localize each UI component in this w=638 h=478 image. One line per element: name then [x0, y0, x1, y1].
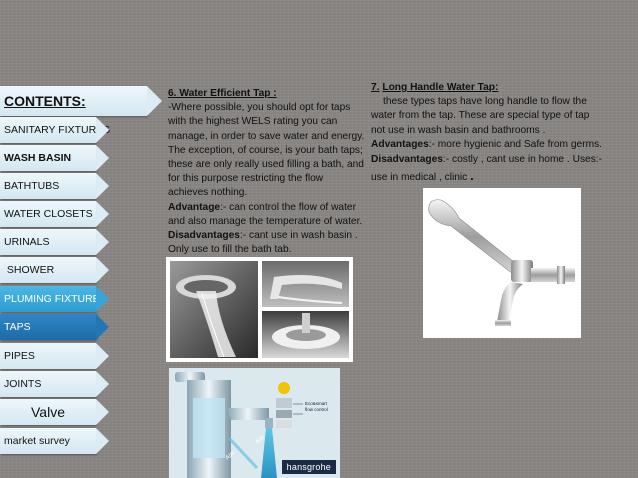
nav-item-pluming-fixtures[interactable]: PLUMING FIXTURES [0, 286, 96, 312]
section7-advantage [371, 138, 606, 152]
section7-advantage-label: Advantages [371, 138, 429, 150]
section7-end-dot: . [470, 168, 474, 184]
nav-item-taps[interactable]: TAPS [0, 314, 96, 340]
section7-disadvantage [371, 152, 606, 186]
section6-heading: 6. Water Efficient Tap : [168, 88, 277, 99]
section7-heading: Long Handle Water Tap: [382, 82, 499, 93]
hansgrohe-logo: hansgrohe [282, 460, 336, 474]
section6-advantage [168, 201, 366, 258]
long-handle-tap-section [371, 81, 606, 186]
water-efficient-tap-collage [166, 257, 353, 362]
air-label-2: AIR [254, 434, 267, 446]
nav-item-wash-basin[interactable]: WASH BASIN [0, 145, 96, 171]
flow-control-label: flow control [305, 407, 328, 412]
hansgrohe-tap-diagram [169, 368, 340, 478]
water-efficient-tap-section [168, 87, 366, 257]
section6-body: -Where possible, you should opt for taps with the highest WELS rating you can manage, in order to save water and energy. The exception, of course, is your bath taps; these are only really used filling a bath, and for this purpose restricting the flow achieves nothing. [168, 102, 365, 199]
section7-heading-number: 7. [371, 82, 380, 93]
nav-item-joints[interactable]: JOINTS [0, 371, 96, 397]
nav-item-urinals[interactable]: URINALS [0, 229, 96, 255]
long-handle-tap-photo [423, 188, 581, 338]
section6-disadvantage-label: Disadvantages [168, 230, 240, 242]
eco-smart-label: Eco&smart [305, 401, 328, 406]
contents-heading: CONTENTS: [0, 86, 147, 116]
nav-item-sanitary-fixtures[interactable]: SANITARY FIXTURES [0, 117, 96, 143]
nav-item-bathtubs[interactable]: BATHTUBS [0, 173, 96, 199]
nav-item-water-closets[interactable]: WATER CLOSETS [0, 201, 96, 227]
air-label-1: AIR [224, 450, 237, 462]
section6-disadvantage-text: :- cant use in wash basin . Only use to fill the bath tab. [168, 230, 358, 256]
contents-sidebar [0, 0, 160, 478]
section7-body: these types taps have long handle to flow the water from the tap. These are special type of tap not use in wash basin and bathrooms . [371, 96, 590, 136]
nav-item-pipes[interactable]: PIPES [0, 343, 96, 369]
section7-disadvantage-label: Disadvantages [371, 154, 443, 166]
nav-item-market-survey[interactable]: market survey [0, 428, 96, 454]
nav-item-shower[interactable]: SHOWER [0, 257, 96, 283]
section6-advantage-label: Advantage [168, 201, 221, 213]
section6-advantage-text: :- can control the flow of water and also manage the temperature of water. [168, 201, 363, 227]
nav-item-valve[interactable]: Valve [0, 399, 96, 425]
section7-advantage-text: :- more hygienic and Safe from germs. [428, 138, 603, 150]
section7-disadvantage-text: :- costly , cant use in home . Uses:- use in medical , clinic [371, 154, 603, 184]
